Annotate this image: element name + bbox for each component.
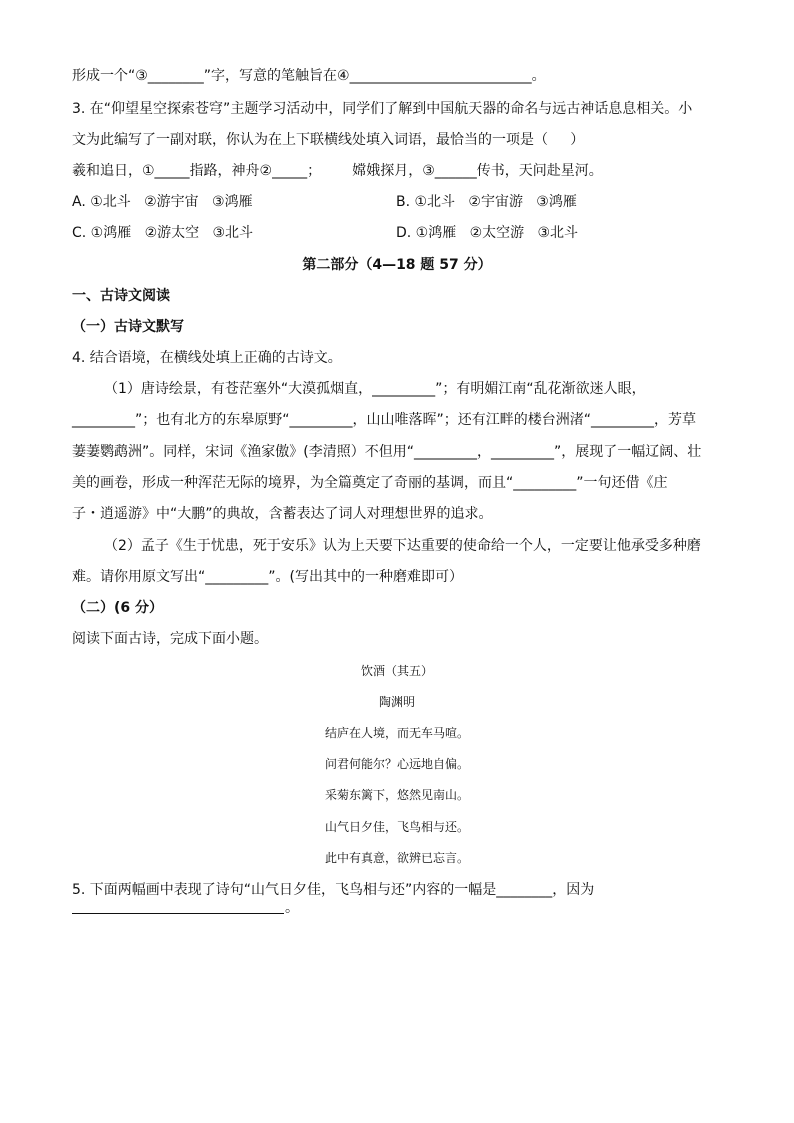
poem-line: 山气日夕佳，飞鸟相与还。 (324, 820, 469, 834)
poem-line: 结庐在人境，而无车马喧。 (324, 726, 469, 740)
subsection-heading: （二）(6 分） (72, 600, 164, 616)
option-b: B. ①北斗 ②宇宙游 ③鸿雁 (396, 194, 577, 210)
answer-blank (72, 913, 284, 914)
poem-line: 采菊东篱下，悠然见南山。 (324, 788, 469, 802)
subsection-heading: （一）古诗文默写 (72, 319, 184, 335)
part-two-heading: 第二部分（4—18 题 57 分） (302, 257, 492, 273)
text-line: 文为此编写了一副对联，你认为在上下联横线处填入词语，最恰当的一项是（ ） (72, 132, 585, 148)
option-a: A. ①北斗 ②游宇宙 ③鸿雁 (72, 194, 253, 210)
text-line: 难。请你用原文写出“_________”。(写出其中的一种磨难即可） (72, 569, 463, 585)
poem-title: 饮酒（其五） (360, 664, 433, 678)
text-line: 子・逍遥游》中“大鹏”的典故，含蓄表达了词人对理想世界的追求。 (72, 506, 493, 522)
text-line: 形成一个“③________”字，写意的笔触旨在④__________________________。 (72, 68, 546, 84)
poem-line: 此中有真意，欲辨已忘言。 (324, 851, 469, 865)
end-punctuation: 。 (285, 900, 299, 916)
option-d: D. ①鸿雁 ②太空游 ③北斗 (396, 225, 579, 241)
question-5: 5. 下面两幅画中表现了诗句“山气日夕佳，飞鸟相与还”内容的一幅是________，因为 (72, 882, 595, 898)
text-line: （1）唐诗绘景，有苍茫塞外“大漠孤烟直，_________”；有明媚江南“乱花渐欲迷人眼， (104, 381, 646, 397)
option-c: C. ①鸿雁 ②游太空 ③北斗 (72, 225, 254, 241)
text-line: 美的画卷，形成一种浑茫无际的境界，为全篇奠定了奇丽的基调，而且“_________”一句还借《庄 (72, 475, 668, 491)
text-line: （2）孟子《生于忧患，死于安乐》认为上天要下达重要的使命给一个人，一定要让他承受多种磨 (104, 538, 701, 554)
instruction: 阅读下面古诗，完成下面小题。 (72, 631, 268, 647)
text-line: 萋萋鹦鹉洲”。同样，宋词《渔家傲》(李清照）不但用“_________，_________”，展现了一幅辽阔、壮 (72, 444, 702, 460)
couplet: 羲和追日，①_____指路，神舟②_____； 嫦娥探月，③______传书，天问赴星河。 (72, 163, 603, 179)
poem-line: 问君何能尔？心远地自偏。 (324, 757, 469, 771)
section-heading: 一、古诗文阅读 (72, 288, 170, 304)
question-3: 3. 在“仰望星空探索苍穹”主题学习活动中，同学们了解到中国航天器的命名与远古神话息息相关。小 (72, 101, 693, 117)
question-4: 4. 结合语境，在横线处填上正确的古诗文。 (72, 350, 342, 366)
text-line: _________”；也有北方的东皋原野“_________，山山唯落晖”；还有江畔的楼台洲渚“_________，芳草 (72, 412, 697, 428)
poem-author: 陶渊明 (378, 695, 415, 709)
